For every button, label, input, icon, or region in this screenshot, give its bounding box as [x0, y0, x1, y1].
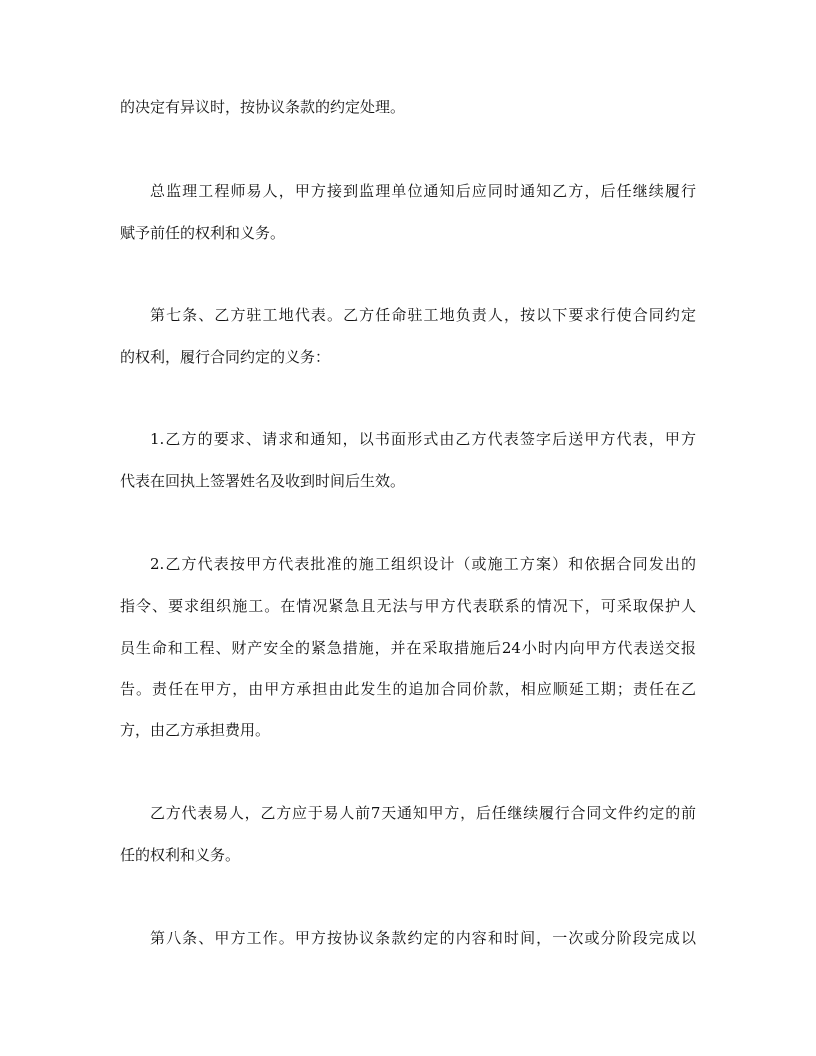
- text-line: 赋予前任的权利和义务。: [120, 224, 286, 242]
- text-line: 指令、要求组织施工。在情况紧急且无法与甲方代表联系的情况下，可采取保护人: [120, 597, 696, 615]
- text-line: 员生命和工程、财产安全的紧急措施，并在采取措施后24小时内向甲方代表送交报: [120, 639, 696, 657]
- text-line: 第八条、甲方工作。甲方按协议条款约定的内容和时间，一次或分阶段完成以: [150, 929, 696, 947]
- text-line: 告。责任在甲方，由甲方承担由此发生的追加合同价款，相应顺延工期；责任在乙: [120, 680, 696, 698]
- text-line: 的权利，履行合同约定的义务：: [120, 348, 331, 366]
- text-line: 任的权利和义务。: [120, 846, 241, 864]
- text-line: 方，由乙方承担费用。: [120, 721, 271, 739]
- text-line: 总监理工程师易人，甲方接到监理单位通知后应同时通知乙方，后任继续履行: [150, 182, 696, 200]
- text-line: 第七条、乙方驻工地代表。乙方任命驻工地负责人，按以下要求行使合同约定: [150, 306, 696, 324]
- text-line: 1.乙方的要求、请求和通知，以书面形式由乙方代表签字后送甲方代表，甲方: [150, 430, 696, 448]
- text-line: 2.乙方代表按甲方代表批准的施工组织设计（或施工方案）和依据合同发出的: [150, 555, 696, 573]
- text-line: 乙方代表易人，乙方应于易人前7天通知甲方，后任继续履行合同文件约定的前: [150, 804, 696, 822]
- text-line: 代表在回执上签署姓名及收到时间后生效。: [120, 472, 406, 490]
- text-line: 的决定有异议时，按协议条款的约定处理。: [120, 98, 406, 116]
